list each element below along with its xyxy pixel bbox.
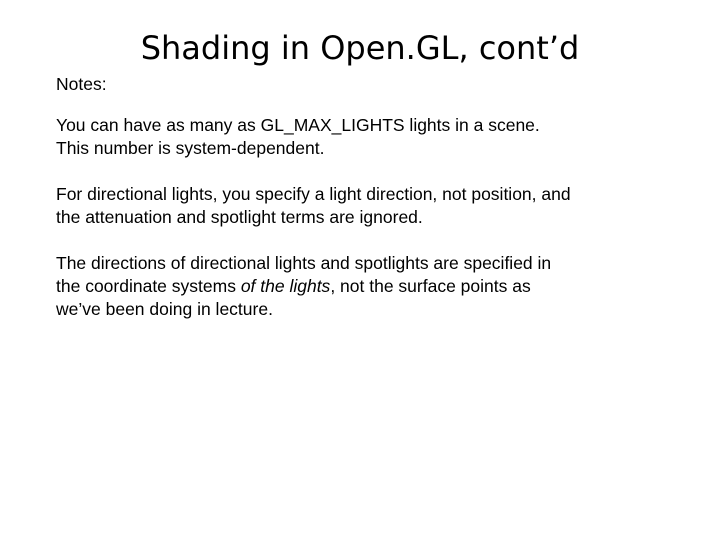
paragraph-line: You can have as many as GL_MAX_LIGHTS lights in a scene. [56, 115, 540, 135]
paragraph-max-lights [56, 114, 676, 160]
emphasized-text: of the lights [240, 276, 331, 296]
paragraph-coordinate-systems [56, 252, 676, 321]
text-segment: the coordinate systems [56, 276, 241, 296]
paragraph-line: The directions of directional lights and spotlights are specified in [56, 253, 552, 273]
slide-title [0, 26, 720, 70]
slide-body [56, 73, 676, 344]
paragraph-line: we’ve been doing in lecture. [56, 299, 273, 319]
notes-label: Notes: [56, 74, 107, 94]
paragraph-line: For directional lights, you specify a light direction, not position, and [56, 184, 571, 204]
slide-title-text: Shading in Open.GL, cont’d [140, 29, 580, 67]
paragraph-directional-lights [56, 183, 676, 229]
paragraph-line: This number is system-dependent. [56, 138, 325, 158]
paragraph-line [56, 275, 676, 298]
paragraph-line: the attenuation and spotlight terms are ignored. [56, 207, 423, 227]
text-segment: , not the surface points as [330, 276, 531, 296]
